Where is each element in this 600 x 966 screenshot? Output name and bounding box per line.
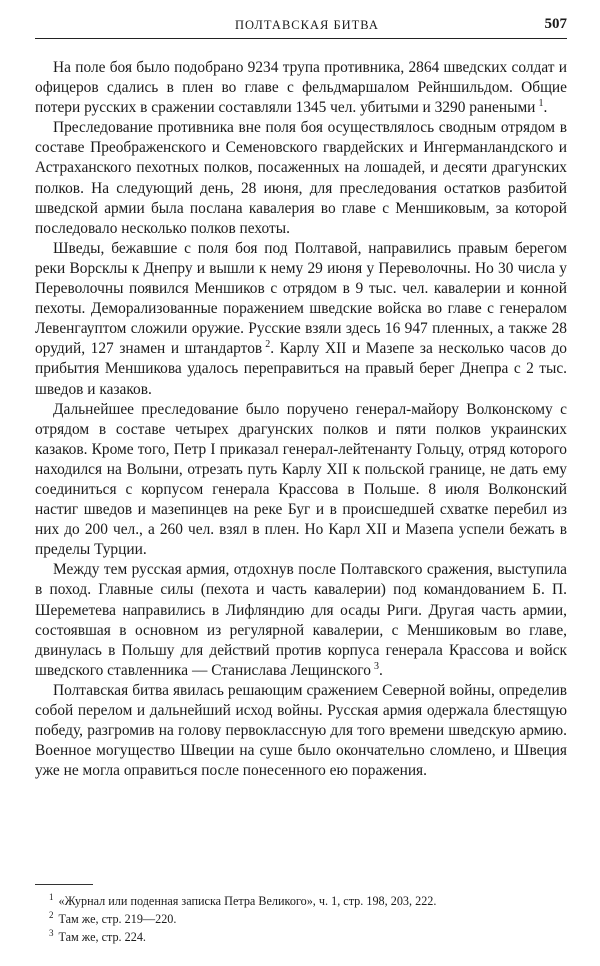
paragraph-1: На поле боя было подобрано 9234 трупа противника, 2864 шведских солдат и офицеров сдались в плен во главе с фельдмаршалом Рейншильдом. Общие потери русских в сражении составляли 1345 чел. убитыми и 3290 ранеными $^1$. [35, 59, 567, 117]
footnote-ref-1[interactable]: 1 [538, 98, 544, 110]
footnote-mark: 1 [49, 891, 54, 902]
paragraph-5: Между тем русская армия, отдохнув после Полтавского сражения, выступила в поход. Главные силы (пехота и часть кавалерии) под командованием Б. П. Шереметева направились в Лифляндию для осады Риги. Другая часть армии, состоявшая в основном из регулярной кавалерии, с Меншиковым во главе, двинулась в Польшу для действий против корпуса генерала Крассова и войск шведского ставленника — Станислава Лещинского $^3$. [35, 561, 567, 679]
page-number: 507 [544, 16, 567, 32]
footnote-ref-2[interactable]: 2 [265, 339, 271, 351]
footnote-divider [35, 884, 93, 885]
running-title: ПОЛТАВСКАЯ БИТВА [235, 18, 379, 32]
footnote-2: $^2$ Там же, стр. 219—220. [49, 909, 177, 926]
footnote-3: $^3$ Там же, стр. 224. [49, 927, 146, 944]
footnote-mark: 3 [49, 927, 54, 938]
footnotes [35, 892, 567, 946]
paragraph-3: Шведы, бежавшие с поля боя под Полтавой, направились правым берегом реки Ворсклы к Днепру и вышли к нему 29 июня у Переволочны. Но 30 числа у Переволочны появился Меншиков с отрядом в 9 тыс. чел. кавалерии и конной пехоты. Деморализованные поражением шведские войска во главе с генералом Левенгауптом сложили оружие. Русские взяли здесь 16 947 пленных, а также 28 орудий, 127 знамен и штандартов $^2$. Карлу XII и Мазепе за несколько часов до прибытия Меншикова удалось переправиться на правый берег Днепра с 2 тыс. шведов и казаков. [35, 239, 567, 398]
paragraph-2: Преследование противника вне поля боя осуществлялось сводным отрядом в составе Преображенского и Семеновского гвардейских и Ингерманландского и Астраханского пехотных полков, посаженных на лошадей, и десяти драгунских полков. На следующий день, 28 июня, для преследования остатков разбитой шведской армии была послана кавалерия во главе с Меншиковым, за которой последовало несколько полков пехоты. [35, 119, 567, 237]
footnote-1: $^1$ «Журнал или поденная записка Петра Великого», ч. 1, стр. 198, 203, 222. [49, 891, 437, 908]
main-text [35, 58, 567, 781]
footnote-ref-3[interactable]: 3 [374, 660, 379, 672]
paragraph-4: Дальнейшее преследование было поручено генерал-майору Волконскому с отрядом в составе четырех драгунских полков и пяти полков украинских казаков. Кроме того, Петр I приказал генерал-лейтенанту Гольцу, отряд которого находился на Волыни, отрезать путь Карлу XII к польской границе, не дать ему соединиться с корпусом генерала Крассова в Польше. 8 июля Волконский настиг шведов и мазепинцев на реке Буг и в происшедшей схватке перебил из них до 200 чел., а 260 чел. взял в плен. Но Карл XII и Мазепа успели бежать в пределы Турции. [35, 400, 567, 559]
paragraph-6: Полтавская битва явилась решающим сражением Северной войны, определив собой перелом и дальнейший исход войны. Русская армия одержала блестящую победу, разгромив на голову первоклассную для того времени шведскую армию. Военное могущество Швеции на суше было окончательно сломлено, и Швеция уже не могла оправиться после понесенного ею поражения. [35, 681, 567, 780]
page-header [35, 14, 567, 39]
footnote-mark: 2 [49, 909, 54, 920]
